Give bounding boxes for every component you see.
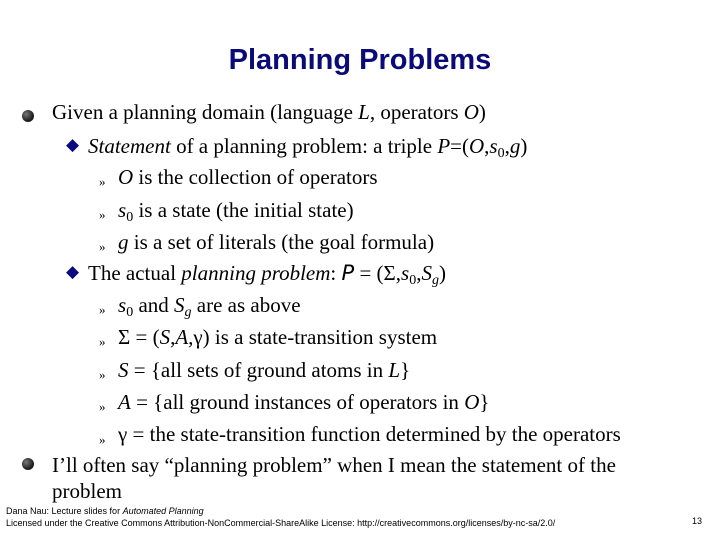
- statement-lead: Statement: [88, 134, 171, 158]
- sub-S: S = {all sets of ground atoms in L}: [118, 358, 411, 382]
- slide-title: Planning Problems: [228, 44, 492, 76]
- bullet-statement: Statement of a planning problem: a triple $P=(O,s_0,g)$: [88, 134, 528, 161]
- sub-A: A = {all ground instances of operators in O}: [118, 390, 490, 414]
- sub-initial-state: $s_0$ is a state (the initial state): [118, 198, 354, 225]
- sub-operators: O is the collection of operators: [118, 165, 378, 189]
- diamond-bullet-icon: ◆: [66, 135, 80, 154]
- footer-credit: Dana Nau: Lecture slides for Automated Planning: [6, 506, 204, 516]
- round-bullet-icon: [22, 458, 34, 470]
- sub-sigma: Σ = (S,A,γ) is a state-transition system: [118, 325, 438, 349]
- sub-goal: g is a set of literals (the goal formula): [118, 230, 435, 254]
- bullet-actual-problem: The actual planning problem: $P = (\Sigma,s_0,S_g)$: [88, 261, 446, 288]
- bullet-often-say-line1: I’ll often say “planning problem” when I mean the statement of the: [52, 453, 616, 477]
- diamond-bullet-icon: ◆: [66, 262, 80, 281]
- raquo-bullet-icon: »: [99, 399, 106, 414]
- raquo-bullet-icon: »: [99, 174, 106, 189]
- raquo-bullet-icon: »: [99, 207, 106, 222]
- round-bullet-icon: [22, 110, 34, 122]
- page-number: 13: [691, 516, 702, 526]
- bullet-often-say-line2: problem: [52, 479, 122, 503]
- raquo-bullet-icon: »: [99, 302, 106, 317]
- raquo-bullet-icon: »: [99, 432, 106, 447]
- raquo-bullet-icon: »: [99, 334, 106, 349]
- footer-license: Licensed under the Creative Commons Attribution-NonCommercial-ShareAlike License: http://creativecommons.org/licenses/by-nc-sa/2.0/: [6, 518, 556, 528]
- sub-gamma: γ = the state-transition function determined by the operators: [118, 422, 621, 446]
- raquo-bullet-icon: »: [99, 239, 106, 254]
- raquo-bullet-icon: »: [99, 367, 106, 382]
- sub-as-above: $s_0$ and $S_g$ are as above: [118, 293, 301, 320]
- bullet-given-domain: Given a planning domain (language L, operators O): [52, 100, 486, 124]
